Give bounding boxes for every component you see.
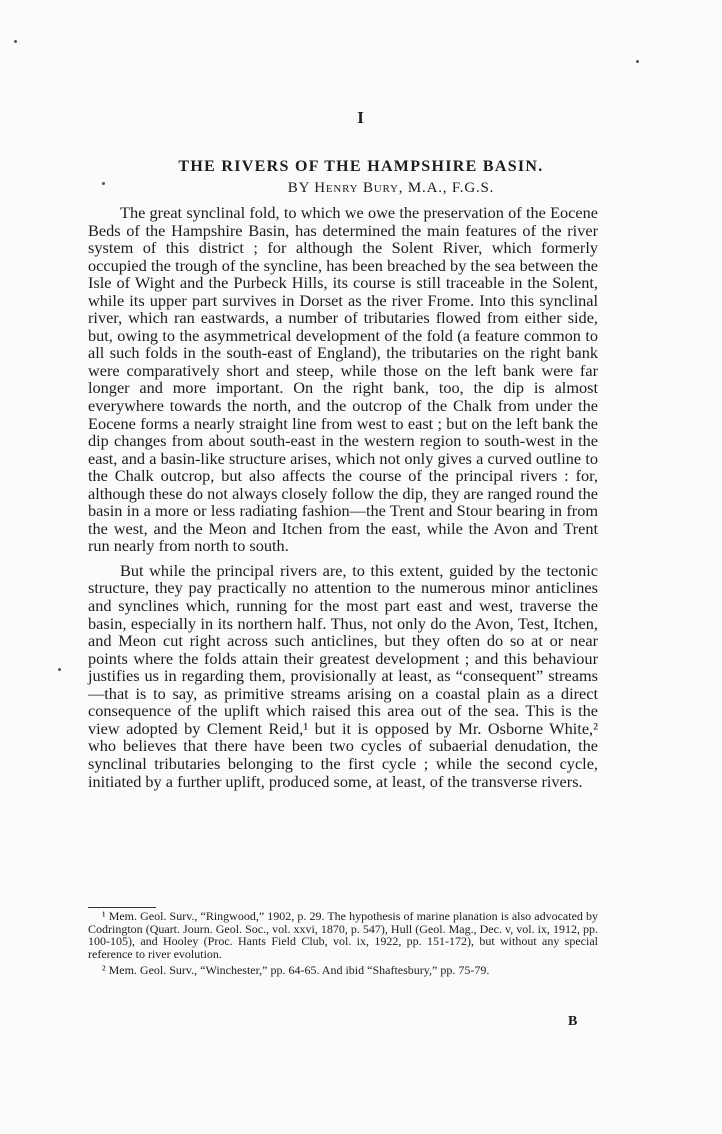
footnotes <box>88 910 598 980</box>
scan-speck <box>14 40 17 43</box>
scan-speck <box>102 182 105 185</box>
byline <box>0 180 722 197</box>
footnote-rule <box>88 907 156 908</box>
footnote-2: ² Mem. Geol. Surv., “Winchester,” pp. 64-65. And ibid “Shaftesbury,” pp. 75-79. <box>102 962 490 977</box>
paragraph-2: But while the principal rivers are, to this extent, guided by the tectonic structure, they pay practically no attention to the numerous minor anticlines and synclines which, running for the most part east and west, traverse the basin, especially in its northern half. Thus, not only do the Avon, Test, Itchen, and Meon cut right across such anticlines, but they often do so at or near points where the folds attain their greatest development ; and this behaviour justifies us in regarding them, provisionally at least, as “consequent” streams—that is to say, as primitive streams arising on a coastal plain as a direct consequence of the uplift which raised this area out of the sea. This is the view adopted by Clement Reid,¹ but it is opposed by Mr. Osborne White,² who believes that there have been two cycles of subaerial denudation, the synclinal tributaries belonging to the first cycle ; while the second cycle, initiated by a further uplift, produced some, at least, of the transverse rivers. <box>88 560 598 791</box>
article-body <box>88 204 598 797</box>
paragraph-1: The great synclinal fold, to which we owe the preservation of the Eocene Beds of the Hampshire Basin, has determined the main features of the river system of this district ; for although the Solent River, which formerly occupied the trough of the syncline, has been breached by the sea between the Isle of Wight and the Purbeck Hills, its course is still traceable in the Solent, while its upper part survives in Dorset as the river Frome. Into this synclinal river, which ran eastwards, a number of tributaries flowed from either side, but, owing to the asymmetrical development of the fold (a feature common to all such folds in the south-east of England), the tributaries on the right bank were comparatively short and steep, while those on the left bank were far longer and more important. On the right bank, too, the dip is almost everywhere towards the north, and the outcrop of the Chalk from under the Eocene forms a nearly straight line from west to east ; but on the left bank the dip changes from about south-east in the western region to south-west in the east, and a basin-like structure arises, which not only gives a curved outline to the Chalk outcrop, but also affects the course of the principal rivers : for, although these do not always closely follow the dip, they are ranged round the basin in a more or less radiating fashion—the Trent and Stour bearing in from the west, and the Meon and Itchen from the east, while the Avon and Trent run nearly from north to south. <box>88 203 598 556</box>
byline-prefix: BY <box>287 180 310 196</box>
footnote-1: ¹ Mem. Geol. Surv., “Ringwood,” 1902, p. 29. The hypothesis of marine planation is also advocated by Codrington (Quart. Journ. Geol. Soc., vol. xxvi, 1870, p. 547), Hull (Geol. Mag., Dec. v, vol. ix, 1912, pp. 100-105), and Hooley (Proc. Hants Field Club, vol. ix, 1922, pp. 151-172), but without any special reference to river evolution. <box>88 909 598 962</box>
scan-speck <box>636 60 639 63</box>
author-name: Henry Bury <box>314 180 399 196</box>
signature-mark: B <box>568 1014 578 1029</box>
scan-speck <box>58 668 61 671</box>
author-credentials: , M.A., F.G.S. <box>398 180 495 196</box>
page-number: I <box>357 108 365 127</box>
article-title: THE RIVERS OF THE HAMPSHIRE BASIN. <box>178 158 544 175</box>
